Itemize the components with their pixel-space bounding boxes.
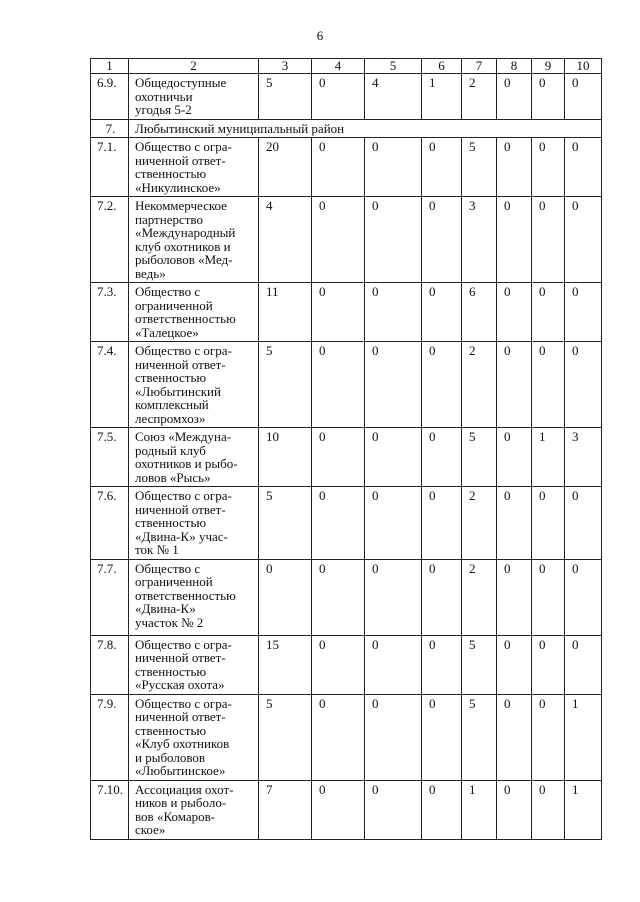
value-cell: 1 <box>532 428 565 487</box>
value-cell: 0 <box>422 559 462 635</box>
value-cell: 0 <box>422 138 462 197</box>
value-cell: 0 <box>312 428 365 487</box>
organization-name: Общество с огра- ниченной ответ- ственностью «Никулинское» <box>129 138 259 197</box>
value-cell: 0 <box>312 487 365 560</box>
value-cell: 0 <box>312 559 365 635</box>
value-cell: 0 <box>259 559 312 635</box>
value-cell: 0 <box>422 635 462 694</box>
value-cell: 0 <box>365 197 422 283</box>
value-cell: 2 <box>462 487 497 560</box>
value-cell: 0 <box>497 559 532 635</box>
table-row <box>91 197 602 283</box>
value-cell: 0 <box>532 138 565 197</box>
value-cell: 10 <box>259 428 312 487</box>
value-cell: 0 <box>532 342 565 428</box>
organization-name: Общество с огра- ниченной ответ- ственностью «Двина-К» учас- ток № 1 <box>129 487 259 560</box>
value-cell: 5 <box>462 635 497 694</box>
table-row <box>91 780 602 839</box>
value-cell: 5 <box>259 342 312 428</box>
table-row <box>91 428 602 487</box>
hunting-grounds-table <box>90 58 602 840</box>
value-cell: 0 <box>365 635 422 694</box>
row-number: 6.9. <box>91 74 129 120</box>
value-cell: 0 <box>312 342 365 428</box>
value-cell: 0 <box>497 694 532 780</box>
value-cell: 0 <box>497 342 532 428</box>
value-cell: 4 <box>259 197 312 283</box>
page-number: 6 <box>316 28 324 43</box>
row-number: 7.10. <box>91 780 129 839</box>
column-header: 7 <box>462 59 497 74</box>
value-cell: 0 <box>565 635 602 694</box>
value-cell: 0 <box>532 74 565 120</box>
value-cell: 0 <box>532 694 565 780</box>
value-cell: 1 <box>462 780 497 839</box>
column-header: 3 <box>259 59 312 74</box>
section-number: 7. <box>91 119 129 138</box>
value-cell: 0 <box>365 342 422 428</box>
value-cell: 6 <box>462 283 497 342</box>
column-header: 5 <box>365 59 422 74</box>
organization-name: Общество с ограниченной ответственностью «Талецкое» <box>129 283 259 342</box>
value-cell: 1 <box>565 780 602 839</box>
value-cell: 0 <box>565 283 602 342</box>
value-cell: 0 <box>532 197 565 283</box>
organization-name: Общество с огра- ниченной ответ- ственностью «Любытинский комплексный леспромхоз» <box>129 342 259 428</box>
value-cell: 0 <box>497 197 532 283</box>
value-cell: 0 <box>497 780 532 839</box>
column-header: 8 <box>497 59 532 74</box>
value-cell: 0 <box>532 487 565 560</box>
value-cell: 0 <box>365 428 422 487</box>
value-cell: 0 <box>312 197 365 283</box>
row-number: 7.2. <box>91 197 129 283</box>
value-cell: 5 <box>259 694 312 780</box>
value-cell: 0 <box>422 487 462 560</box>
value-cell: 0 <box>532 635 565 694</box>
value-cell: 0 <box>532 780 565 839</box>
organization-name: Общество с ограниченной ответственностью «Двина-К» участок № 2 <box>129 559 259 635</box>
value-cell: 5 <box>462 694 497 780</box>
value-cell: 0 <box>365 694 422 780</box>
value-cell: 2 <box>462 74 497 120</box>
value-cell: 15 <box>259 635 312 694</box>
row-number: 7.5. <box>91 428 129 487</box>
value-cell: 0 <box>532 283 565 342</box>
row-number: 7.1. <box>91 138 129 197</box>
column-header: 4 <box>312 59 365 74</box>
value-cell: 0 <box>565 559 602 635</box>
row-number: 7.3. <box>91 283 129 342</box>
row-number: 7.9. <box>91 694 129 780</box>
organization-name: Общество с огра- ниченной ответ- ственностью «Клуб охотников и рыболовов «Любытинское» <box>129 694 259 780</box>
organization-name: Союз «Междуна- родный клуб охотников и рыбо- ловов «Рысь» <box>129 428 259 487</box>
row-number: 7.6. <box>91 487 129 560</box>
value-cell: 11 <box>259 283 312 342</box>
value-cell: 0 <box>312 283 365 342</box>
row-number: 7.8. <box>91 635 129 694</box>
table-row <box>91 138 602 197</box>
value-cell: 5 <box>462 138 497 197</box>
table-row <box>91 342 602 428</box>
table-row <box>91 694 602 780</box>
value-cell: 0 <box>422 780 462 839</box>
value-cell: 0 <box>565 487 602 560</box>
organization-name: Общество с огра- ниченной ответ- ственностью «Русская охота» <box>129 635 259 694</box>
section-title: Любытинский муниципальный район <box>129 119 602 138</box>
value-cell: 0 <box>365 559 422 635</box>
organization-name: Ассоциация охот- ников и рыболо- вов «Комаров- ское» <box>129 780 259 839</box>
value-cell: 1 <box>565 694 602 780</box>
value-cell: 7 <box>259 780 312 839</box>
table-row <box>91 559 602 635</box>
value-cell: 0 <box>312 74 365 120</box>
value-cell: 0 <box>497 635 532 694</box>
row-number: 7.7. <box>91 559 129 635</box>
column-header: 2 <box>129 59 259 74</box>
table-row <box>91 74 602 120</box>
value-cell: 0 <box>422 197 462 283</box>
value-cell: 0 <box>312 138 365 197</box>
value-cell: 5 <box>462 428 497 487</box>
section-row <box>91 119 602 138</box>
value-cell: 0 <box>497 428 532 487</box>
value-cell: 0 <box>532 559 565 635</box>
column-header: 1 <box>91 59 129 74</box>
value-cell: 3 <box>565 428 602 487</box>
organization-name: Общедоступные охотничьи угодья 5-2 <box>129 74 259 120</box>
value-cell: 2 <box>462 559 497 635</box>
value-cell: 0 <box>312 635 365 694</box>
table-row <box>91 635 602 694</box>
column-header: 10 <box>565 59 602 74</box>
value-cell: 0 <box>565 74 602 120</box>
value-cell: 3 <box>462 197 497 283</box>
value-cell: 0 <box>365 283 422 342</box>
table-row <box>91 487 602 560</box>
value-cell: 4 <box>365 74 422 120</box>
value-cell: 20 <box>259 138 312 197</box>
column-header: 6 <box>422 59 462 74</box>
value-cell: 0 <box>365 487 422 560</box>
organization-name: Некоммерческое партнерство «Международный клуб охотников и рыболовов «Мед- ведь» <box>129 197 259 283</box>
value-cell: 5 <box>259 487 312 560</box>
value-cell: 0 <box>422 342 462 428</box>
value-cell: 0 <box>312 694 365 780</box>
value-cell: 1 <box>422 74 462 120</box>
value-cell: 0 <box>422 694 462 780</box>
value-cell: 0 <box>497 138 532 197</box>
header-row <box>91 59 602 74</box>
value-cell: 0 <box>565 197 602 283</box>
value-cell: 0 <box>422 428 462 487</box>
column-header: 9 <box>532 59 565 74</box>
value-cell: 0 <box>312 780 365 839</box>
value-cell: 0 <box>497 487 532 560</box>
value-cell: 0 <box>497 74 532 120</box>
value-cell: 0 <box>565 138 602 197</box>
table-row <box>91 283 602 342</box>
value-cell: 5 <box>259 74 312 120</box>
value-cell: 0 <box>497 283 532 342</box>
value-cell: 0 <box>422 283 462 342</box>
value-cell: 2 <box>462 342 497 428</box>
row-number: 7.4. <box>91 342 129 428</box>
value-cell: 0 <box>365 780 422 839</box>
value-cell: 0 <box>365 138 422 197</box>
value-cell: 0 <box>565 342 602 428</box>
